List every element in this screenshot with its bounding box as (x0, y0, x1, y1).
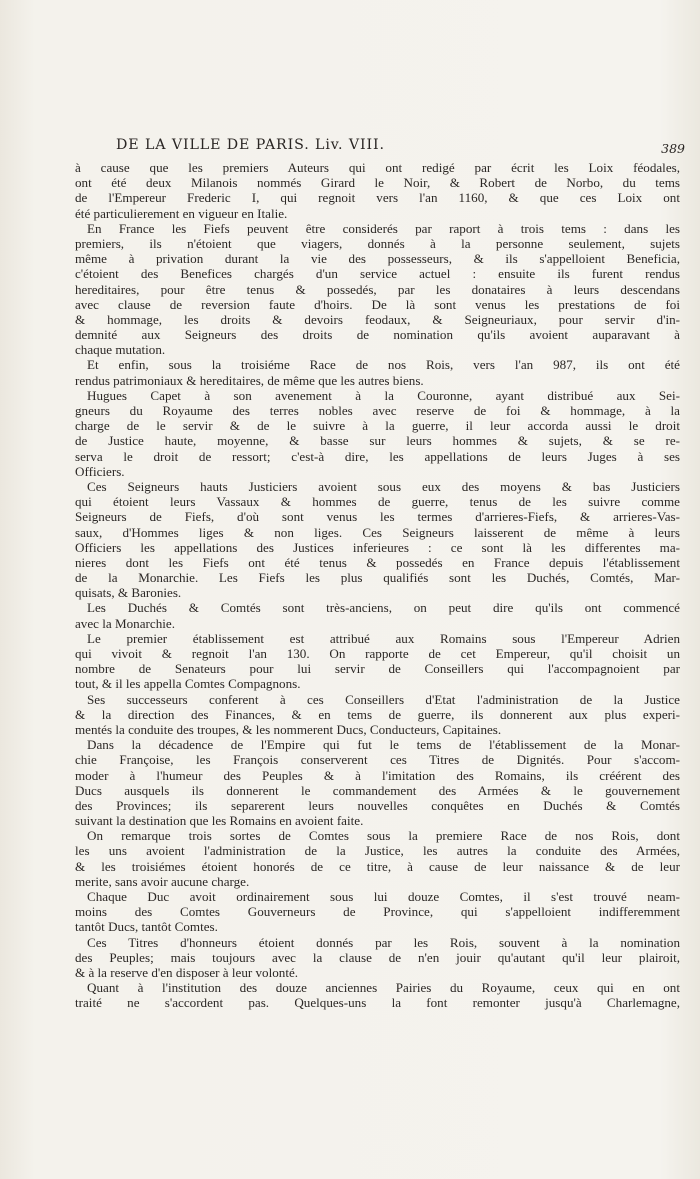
text-line: tantôt Ducs, tantôt Comtes. (75, 919, 218, 935)
paragraph (75, 935, 680, 981)
paragraph (75, 889, 680, 935)
text-line: avec clause de reversion faute d'hoirs. De là sont venus les prestations de foi (75, 296, 680, 312)
page-number: 389 (661, 141, 685, 156)
paragraph (75, 737, 680, 828)
text-line: c'étoient des Benefices chargés d'un service actuel : ensuite ils furent rendus (75, 266, 680, 282)
paragraph (75, 479, 680, 601)
text-line: traité ne s'accordent pas. Quelques-uns la font remonter jusqu'à Charlemagne, (75, 995, 680, 1011)
text-line: été particulierement en vigueur en Italie. (75, 205, 288, 221)
text-line: gneurs du Royaume des terres nobles avec reserve de foi & hommage, à la (75, 403, 680, 418)
text-line: de la Monarchie. Les Fiefs les plus qualifiés sont les Duchés, Comtés, Mar- (75, 570, 680, 586)
text-line: charge de le servir & de le suivre à la guerre, il leur accorda aussi le droit (75, 418, 680, 434)
text-line: & la direction des Finances, & en tems de guerre, ils donnerent aux plus experi- (75, 706, 680, 722)
text-line: ont été deux Milanois nommés Girard le Noir, & Robert de Norbo, du tems (75, 175, 680, 191)
text-line: & les troisiémes étoient honorés de ce titre, à cause de leur naissance & de leur (75, 858, 680, 874)
text-line: des Provinces; ils separerent leurs nouvelles conquêtes en Duchés & Comtés (75, 797, 680, 813)
text-line: serva le droit de ressort; c'est-à dire, les appellations de leurs Juges à ses (75, 448, 680, 464)
text-line: à cause que les premiers Auteurs qui ont redigé par écrit les Loix féodales, (75, 160, 680, 175)
text-line: qui vivoit & regnoit l'an 130. On rapporte de cet Empereur, qu'il choisit un (75, 646, 680, 661)
text-line: Chaque Duc avoit ordinairement sous lui douze Comtes, il s'est trouvé neam- (87, 889, 680, 904)
paragraph (75, 980, 680, 1010)
text-line: Officiers les appellations des Justices inferieures : ce sont là les differentes ma- (75, 539, 680, 555)
paragraph (75, 828, 680, 889)
text-line: premiers, ils n'étoient que viagers, donnés à la personne seulement, sujets (75, 235, 680, 251)
text-line: Hugues Capet à son avenement à la Couronne, ayant distribué aux Sei- (87, 387, 680, 403)
text-line: avec la Monarchie. (75, 615, 175, 631)
text-line: tout, & il les appella Comtes Compagnons. (75, 676, 301, 692)
text-line: Officiers. (75, 463, 125, 479)
text-line: En France les Fiefs peuvent être considerés par raport à trois tems : dans les (87, 220, 680, 236)
text-line: Ses successeurs conferent à ces Conseillers d'Etat l'administration de la Justice (87, 691, 680, 707)
paragraph (75, 600, 680, 630)
text-line: chaque mutation. (75, 342, 166, 358)
paragraph (75, 692, 680, 738)
text-line: Le premier établissement est attribué aux Romains sous l'Empereur Adrien (87, 630, 680, 646)
paragraph (75, 631, 680, 692)
text-line: chie Françoise, les François conserverent ces Titres de Dignités. Pour s'accom- (75, 752, 680, 768)
text-line: moins des Comtes Gouverneurs de Province, qui s'appelloient indifferemment (75, 904, 680, 920)
text-line: Ducs ausquels ils donnerent le commandement des Armées & le gouvernement (75, 782, 680, 798)
text-line: Ces Titres d'honneurs étoient donnés par les Rois, souvent à la nomination (87, 934, 680, 950)
text-line: & hommage, les droits & devoirs feodaux, & Seigneuriaux, pour servir d'in- (75, 311, 680, 327)
text-line: Ces Seigneurs hauts Justiciers avoient sous eux des moyens & bas Justiciers (87, 478, 680, 494)
text-line: nombre de Senateurs pour lui servir de Conseillers qui l'accompagnoient par (75, 661, 680, 677)
text-line: qui étoient leurs Vassaux & hommes de guerre, tenus de les suivre comme (75, 494, 680, 510)
paragraph (75, 388, 680, 479)
text-line: demnité aux Seigneurs des droits de nomination qu'ils avoient auparavant à (75, 327, 680, 343)
text-line: même à privation durant la vie des possesseurs, & ils s'appelloient Beneficia, (75, 251, 680, 267)
text-line: rendus patrimoniaux & hereditaires, de même que les autres biens. (75, 372, 424, 388)
text-line: Dans la décadence de l'Empire qui fut le tems de l'établissement de la Monar- (87, 737, 680, 753)
text-line: suivant la destination que les Romains en avoient faite. (75, 813, 364, 829)
text-line: des Peuples; mais toujours avec la clause de n'en jouir qu'autant qu'il leur plairoit, (75, 949, 680, 965)
text-line: Et enfin, sous la troisiéme Race de nos Rois, vers l'an 987, ils ont été (87, 357, 680, 373)
running-head: DE LA VILLE DE PARIS. Liv. VIII. (116, 137, 385, 153)
text-line: Quant à l'institution des douze anciennes Pairies du Royaume, ceux qui en ont (87, 980, 680, 996)
text-line: nieres dont les Fiefs ont été tenus & possedés en France depuis l'établissement (75, 554, 680, 570)
paragraph (75, 221, 680, 358)
text-line: Seigneurs de Fiefs, d'où sont venus les termes d'arrieres-Fiefs, & arrieres-Vas- (75, 509, 680, 525)
text-line: merite, sans avoir aucune charge. (75, 873, 250, 889)
page-header (116, 137, 685, 161)
text-line: quisats, & Baronies. (75, 585, 182, 601)
text-line: moder à l'humeur des Peuples & à l'imitation des Romains, ils créérent des (75, 767, 680, 783)
paragraph (75, 357, 680, 387)
text-line: On remarque trois sortes de Comtes sous la premiere Race de nos Rois, dont (87, 828, 680, 844)
text-line: hereditaires, pour être tenus & possedés, par les donataires à leurs descendans (75, 281, 680, 297)
text-line: & à la reserve d'en disposer à leur volonté. (75, 964, 299, 980)
text-line: Les Duchés & Comtés sont très-anciens, on peut dire qu'ils ont commencé (87, 600, 680, 616)
text-line: les uns avoient l'administration de la Justice, les autres la conduite des Armées, (75, 843, 680, 859)
text-line: saux, d'Hommes liges & non liges. Ces Seigneurs laisserent de même à leurs (75, 524, 680, 540)
body-text (75, 160, 680, 1011)
text-line: de Justice haute, moyenne, & basse sur leurs hommes & sujets, & se re- (75, 433, 680, 449)
text-line: de l'Empereur Frederic I, qui regnoit vers l'an 1160, & que ces Loix ont (75, 190, 680, 206)
text-line: mentés la conduite des troupes, & les nommerent Ducs, Conducteurs, Capitaines. (75, 721, 502, 737)
paragraph (75, 160, 680, 221)
